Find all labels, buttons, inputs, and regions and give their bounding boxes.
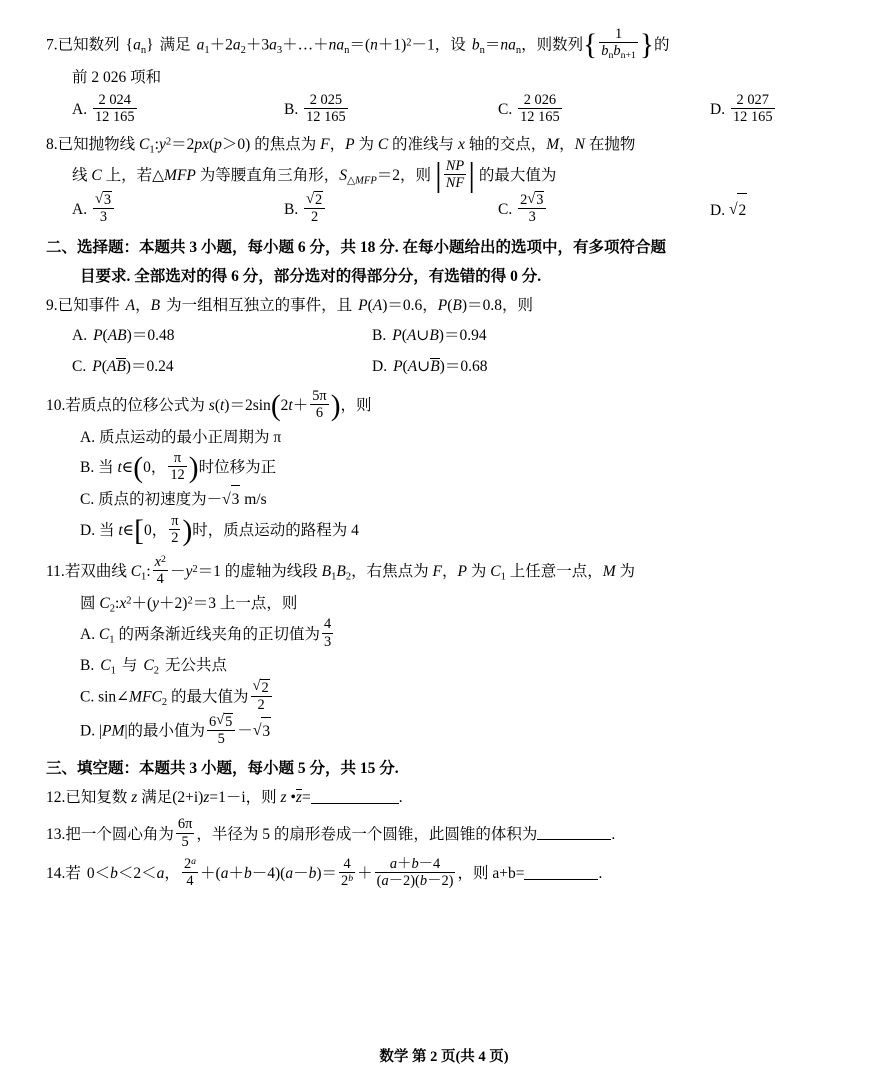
question-11-option-B[interactable]: B. $C_1$ 与 $C_2$ 无公共点 <box>80 656 227 677</box>
question-14 <box>46 855 842 891</box>
option-C-num: 2 026 <box>518 92 562 109</box>
question-8-stem-line2: 线 C 上，若△MFP 为等腰直角三角形，$S_{\triangle MFP}=2$，则 | $\frac{NP}{NF}$ | 的最大值为 <box>72 156 557 194</box>
section-2-text-1: 本题共 3 小题，每小题 6 分，共 18 分. 在每小题给出的选项中，有多项符合题 <box>139 239 667 257</box>
option-D[interactable] <box>710 93 777 127</box>
option-D[interactable]: D. P(A∪B)＝0.68 <box>372 358 488 376</box>
question-10-number: 10. <box>46 397 66 415</box>
option-C[interactable]: C. $\frac{2 √ 3}{3}$ <box>498 193 710 228</box>
question-11-stem-line1: 11.若双曲线 $C_1$: $\frac{x^2}{4}$ $-y^2=1$ 的虚轴为线段 $B_1B_2$，右焦点为 F，P 为 $C_1$ 上任意一点，M 为 <box>46 554 636 588</box>
option-B-label: B. <box>284 201 299 219</box>
option-A-label: A. <box>72 100 88 118</box>
question-11-option-C[interactable]: C. $\sin\angle MFC_2$ 的最大值为 √ $\frac{2}{2}$ <box>46 681 842 715</box>
option-D-label: D. <box>710 100 726 118</box>
answer-blank-14[interactable] <box>524 864 598 880</box>
question-11 <box>46 556 842 749</box>
answer-blank-12[interactable] <box>311 788 399 804</box>
question-13-number: 13. <box>46 825 66 843</box>
answer-blank-13[interactable] <box>537 825 611 841</box>
question-13 <box>46 816 842 852</box>
option-A-num: 2 024 <box>93 92 137 109</box>
question-11-stem-line2: 圆 $C_2:x^2+(y+2)^2=3$ 上一点，则 <box>80 594 298 615</box>
option-C[interactable] <box>498 93 710 127</box>
option-D-den: 12 165 <box>732 108 773 125</box>
option-C-label: C. <box>498 100 513 118</box>
question-10 <box>46 390 842 548</box>
page-footer: 数学 第 2 页(共 4 页) <box>379 1049 509 1065</box>
option-A-label: A. <box>72 201 88 219</box>
option-C-label: C. <box>498 201 513 219</box>
question-14-number: 14. <box>46 865 66 883</box>
question-12 <box>46 784 842 813</box>
option-D[interactable]: D. √ 2 <box>710 193 747 228</box>
question-11-option-D[interactable]: D. |PM|的最小值为 $\frac{6 √ 5}{5}$ － √ 3 <box>46 715 842 749</box>
question-10-option-C[interactable]: C. 质点的初速度为－ √ 3 m/s <box>46 485 842 515</box>
question-9-stem: 9.已知事件 A，B 为一组相互独立的事件，且 P(A)＝0.6，P(B)＝0.8，则 <box>46 296 533 314</box>
option-B[interactable]: B. P(A∪B)＝0.94 <box>372 327 487 345</box>
question-7-stem-line2: 前 2 026 项和 <box>72 69 162 87</box>
question-10-option-D[interactable]: D. 当 t∈[0， $\frac{\pi}{2}$ )时，质点运动的路程为 4 <box>80 513 359 547</box>
option-B-label: B. <box>284 100 299 118</box>
option-A[interactable]: A. √ $\frac{3}{3}$ <box>72 193 284 228</box>
section-2-title: 二、选择题： <box>46 239 140 257</box>
option-D-num: 2 027 <box>731 92 775 109</box>
question-12-number: 12. <box>46 788 66 806</box>
option-B[interactable] <box>284 93 498 127</box>
section-2-heading <box>46 234 842 291</box>
question-13-stem: 13.把一个圆心角为 $\frac{6\pi}{5}$ ，半径为 5 的扇形卷成一个圆锥，此圆锥的体积为 . <box>46 816 616 850</box>
option-A[interactable]: A. P(AB)＝0.48 <box>72 327 175 345</box>
question-7-stem: 7.已知数列 $\{a_n\}$ 满足 $a_1+2a_2+3a_3+\dots+na_n=(n+1)^2-1$，设 $b_n=na_n$，则数列{ $\frac{1}{b_nb_{n+1}}$ }的 <box>46 25 670 62</box>
question-8-number: 8. <box>46 136 58 153</box>
option-B[interactable]: B. √ $\frac{2}{2}$ <box>284 193 498 228</box>
section-2-text-2: 目要求. 全部选对的得 6 分，部分选对的得部分分，有选错的得 0 分. <box>80 267 542 285</box>
question-12-stem: 12.已知复数 z 满足(2+i)z=1－i，则 z •z= . <box>46 788 403 806</box>
question-7-number: 7. <box>46 36 58 54</box>
question-8 <box>46 131 842 228</box>
question-7 <box>46 25 842 127</box>
question-10-option-B[interactable]: B. 当 t∈(0， $\frac{\pi}{12}$ )时位移为正 <box>80 450 277 484</box>
question-14-stem: 14.若 0＜b＜2＜a， $\frac{2^a}{4}$ ＋(a＋b－4)(a－b)＝ $\frac{4}{2^b}$ ＋ $\frac{a+b-4}{(a-2)(b-2)}$ ，则 a+b= . <box>46 855 603 889</box>
section-3-heading <box>46 755 842 784</box>
question-9-number: 9. <box>46 296 58 314</box>
question-10-stem: 10.若质点的位移公式为 s(t)＝2sin(2t＋ $\frac{5\pi}{6}$ )，则 <box>46 388 372 422</box>
question-9 <box>46 292 842 383</box>
question-7-options <box>46 93 842 127</box>
option-D-label: D. <box>710 202 726 220</box>
question-9-options-row1 <box>46 320 842 351</box>
option-A[interactable] <box>72 93 284 127</box>
option-C[interactable]: C. P(AB)＝0.24 <box>72 358 174 376</box>
question-11-number: 11. <box>46 563 65 581</box>
section-3-title: 三、填空题： <box>46 760 140 778</box>
question-8-options <box>46 193 842 228</box>
question-10-option-A[interactable]: A. 质点运动的最小正周期为 π <box>80 428 282 446</box>
option-C-den: 12 165 <box>520 108 560 125</box>
section-3-text: 本题共 3 小题，每小题 5 分，共 15 分. <box>139 760 399 778</box>
option-A-den: 12 165 <box>94 108 135 125</box>
option-B-den: 12 165 <box>306 108 346 125</box>
question-9-options-row2 <box>46 351 842 382</box>
option-B-num: 2 025 <box>304 92 348 109</box>
question-11-option-A[interactable]: A. $C_1$ 的两条渐近线夹角的正切值为 $\frac{4}{3}$ <box>80 616 332 650</box>
question-8-stem-line1: 8.已知抛物线 $C_1:y^2=2px(p>0)$ 的焦点为 F，P 为 C 的准线与 x 轴的交点，M，N 在抛物 <box>46 136 636 156</box>
